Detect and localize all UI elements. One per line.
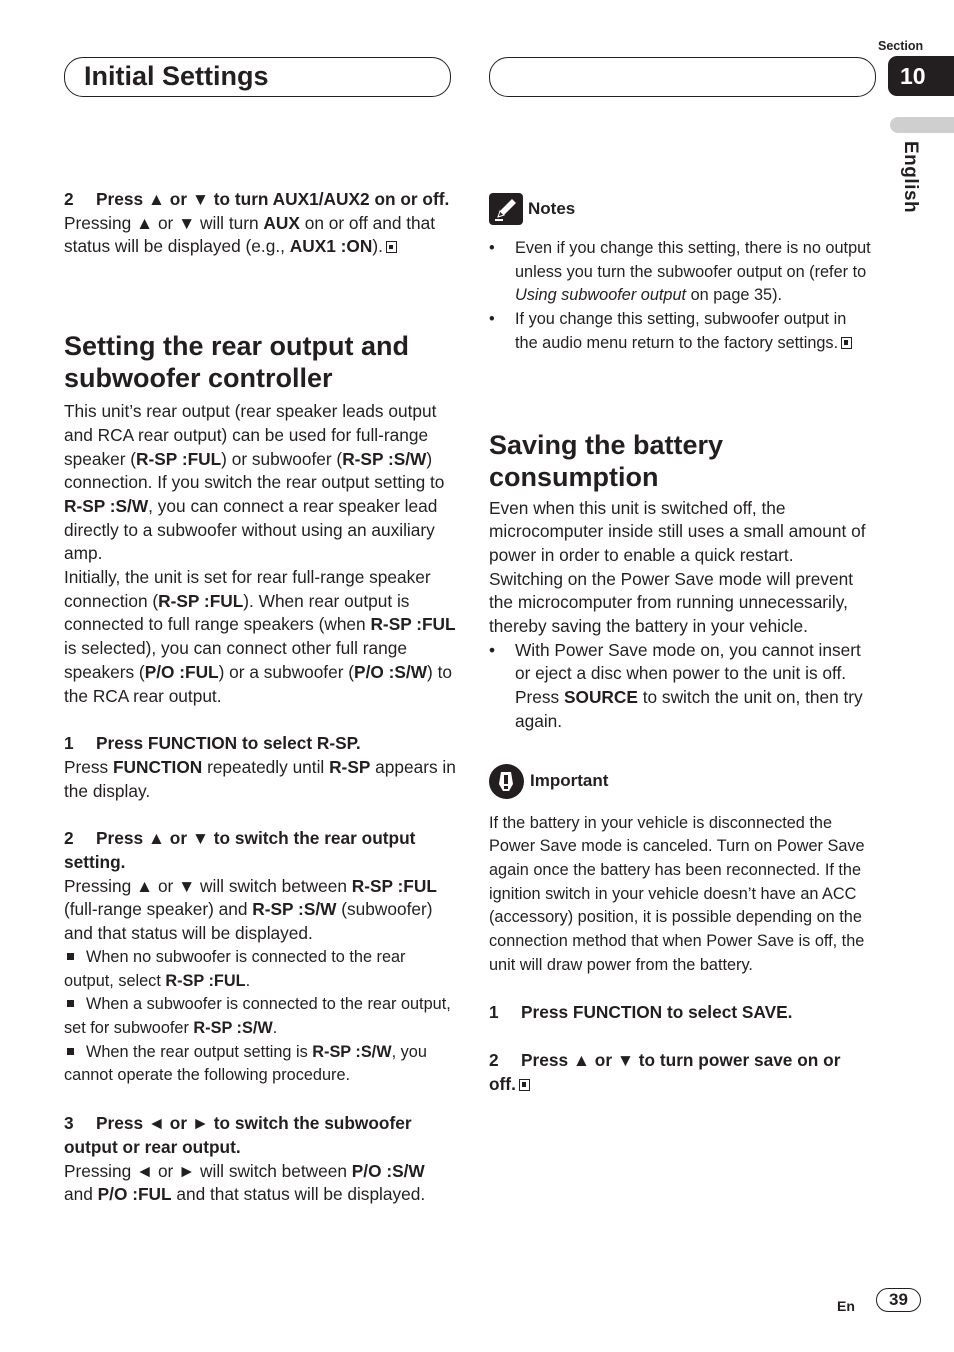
page-title: Initial Settings [84, 61, 269, 91]
rear-step-3-body: Pressing ◄ or ► will switch between P/O :S/W and P/O :FUL and that status will be displayed. [64, 1160, 426, 1205]
end-mark-icon [841, 337, 852, 349]
rear-initial-paragraph: Initially, the unit is set for rear full-range speaker connection (R-SP :FUL). When rear output is connected to full range speakers (when R-SP :FUL is selected), you can connect other full range speakers (P/O :FUL) or a subwoofer (P/O :S/W) to the RCA rear output. [64, 567, 456, 706]
rear-note-item: When the rear output setting is R-SP :S/W, you cannot operate the following procedure. [64, 1042, 427, 1085]
section-number: 10 [888, 56, 954, 96]
rear-intro-paragraph: This unit’s rear output (rear speaker leads output and RCA rear output) can be used for full-range speaker (R-SP :FUL) or subwoofer (R-SP :S/W) connection. If you switch the rear output setting to R-SP :S/W, you can connect a rear speaker lead directly to a subwoofer without using an auxiliary amp. [64, 401, 445, 564]
square-bullet-icon [67, 1048, 74, 1055]
pencil-note-icon [489, 193, 523, 225]
section-label: Section [878, 39, 924, 53]
header-blank-frame [489, 57, 876, 97]
rear-step-1: 1 Press FUNCTION to select R-SP. [64, 733, 361, 754]
rear-step-2-body: Pressing ▲ or ▼ will switch between R-SP :FUL (full-range speaker) and R-SP :S/W (subwoofer) and that status will be displayed. [64, 875, 437, 944]
square-bullet-icon [67, 1000, 74, 1007]
notes-header: Notes [489, 193, 871, 225]
rear-step-3: 3 Press ◄ or ► to switch the subwoofer output or rear output. [64, 1113, 412, 1157]
important-header: Important [489, 764, 871, 799]
save-step-2: 2 Press ▲ or ▼ to turn power save on or off. [489, 1050, 841, 1094]
important-text: If the battery in your vehicle is disconnected the Power Save mode is canceled. Turn on Power Save again once the battery has been reconnected. If the ignition switch in your vehicle doesn’t have an ACC (accessory) position, it is possible depending on the connection method that when Power Save is off, the unit will draw power from the battery. [489, 813, 865, 974]
note-item: • Even if you change this setting, there is no output unless you turn the subwoofer output on (refer to Using subwoofer output on page 35). [489, 237, 871, 308]
end-mark-icon [386, 241, 397, 253]
battery-intro: Even when this unit is switched off, the microcomputer inside still uses a small amount of power in order to enable a quick restart. Switching on the Power Save mode will prevent the microcomputer from running unnecessarily, thereby saving the battery in your vehicle. [489, 497, 866, 637]
rear-output-heading: Setting the rear output and subwoofer controller [64, 331, 410, 394]
aux-step-body: Pressing ▲ or ▼ will turn AUX on or off and that status will be displayed (e.g., AUX1 :ON). [64, 212, 436, 257]
rear-note-item: When a subwoofer is connected to the rear output, set for subwoofer R-SP :S/W. [64, 995, 451, 1037]
end-mark-icon [519, 1079, 530, 1091]
right-column [489, 193, 871, 1097]
battery-bullet: • With Power Save mode on, you cannot insert or eject a disc when power to the unit is off. Press SOURCE to switch the unit on, then try again. [489, 639, 871, 734]
language-label: English [900, 141, 921, 214]
note-item: • If you change this setting, subwoofer output in the audio menu return to the factory settings. [489, 308, 871, 355]
footer-language-code: En [837, 1298, 855, 1314]
language-tab [890, 117, 954, 133]
square-bullet-icon [67, 953, 74, 960]
rear-step-1-body: Press FUNCTION repeatedly until R-SP appears in the display. [64, 756, 456, 801]
rear-note-item: When no subwoofer is connected to the rear output, select R-SP :FUL. [64, 947, 406, 990]
page-number: 39 [876, 1288, 921, 1312]
save-step-1: 1 Press FUNCTION to select SAVE. [489, 1002, 793, 1023]
warning-hand-icon [489, 764, 524, 799]
aux-step: 2 Press ▲ or ▼ to turn AUX1/AUX2 on or off. [64, 189, 450, 209]
left-column [64, 188, 456, 1207]
battery-heading: Saving the battery consumption [489, 429, 724, 492]
rear-step-2: 2 Press ▲ or ▼ to switch the rear output setting. [64, 828, 416, 873]
